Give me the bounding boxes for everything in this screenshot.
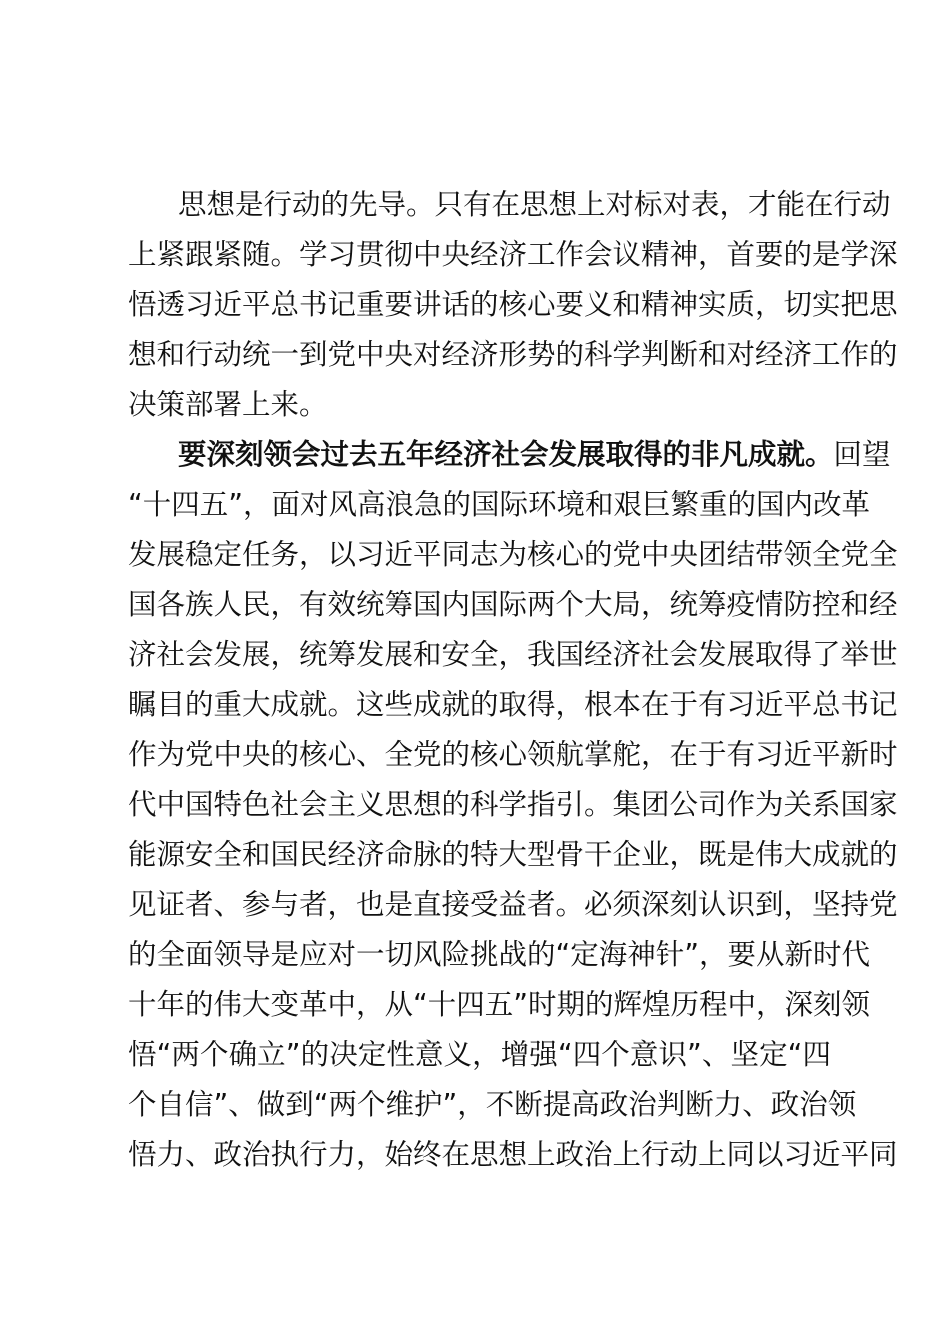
text-line: 悟透习近平总书记重要讲话的核心要义和精神实质，切实把思	[128, 288, 898, 321]
text-line: 悟力、政治执行力，始终在思想上政治上行动上同以习近平同	[128, 1138, 898, 1171]
text-line: 上紧跟紧随。学习贯彻中央经济工作会议精神，首要的是学深	[128, 238, 898, 271]
text-line	[128, 430, 891, 480]
text-line: 悟“两个确立”的决定性意义，增强“四个意识”、坚定“四	[128, 1038, 831, 1071]
text-line: 见证者、参与者，也是直接受益者。必须深刻认识到，坚持党	[128, 888, 898, 921]
paragraph-2	[128, 430, 898, 1180]
text-line: 想和行动统一到党中央对经济形势的科学判断和对经济工作的	[128, 338, 898, 371]
text-line: “十四五”，面对风高浪急的国际环境和艰巨繁重的国内改革	[128, 488, 871, 521]
text-span: 回望	[833, 438, 891, 471]
paragraph-heading: 要深刻领会过去五年经济社会发展取得的非凡成就。	[178, 438, 834, 471]
text-line: 国各族人民，有效统筹国内国际两个大局，统筹疫情防控和经	[128, 588, 898, 621]
text-line: 的全面领导是应对一切风险挑战的“定海神针”，要从新时代	[128, 938, 871, 971]
text-line: 决策部署上来。	[128, 388, 328, 421]
text-line: 作为党中央的核心、全党的核心领航掌舵，在于有习近平新时	[128, 738, 898, 771]
text-line: 能源安全和国民经济命脉的特大型骨干企业，既是伟大成就的	[128, 838, 898, 871]
document-page	[128, 180, 898, 1180]
text-line: 发展稳定任务，以习近平同志为核心的党中央团结带领全党全	[128, 538, 898, 571]
text-line: 十年的伟大变革中，从“十四五”时期的辉煌历程中，深刻领	[128, 988, 871, 1021]
text-line: 济社会发展，统筹发展和安全，我国经济社会发展取得了举世	[128, 638, 898, 671]
text-line: 瞩目的重大成就。这些成就的取得，根本在于有习近平总书记	[128, 688, 898, 721]
text-line: 思想是行动的先导。只有在思想上对标对表，才能在行动	[178, 188, 891, 221]
paragraph-1	[128, 180, 898, 430]
text-line: 代中国特色社会主义思想的科学指引。集团公司作为关系国家	[128, 788, 898, 821]
text-line: 个自信”、做到“两个维护”，不断提高政治判断力、政治领	[128, 1088, 857, 1121]
